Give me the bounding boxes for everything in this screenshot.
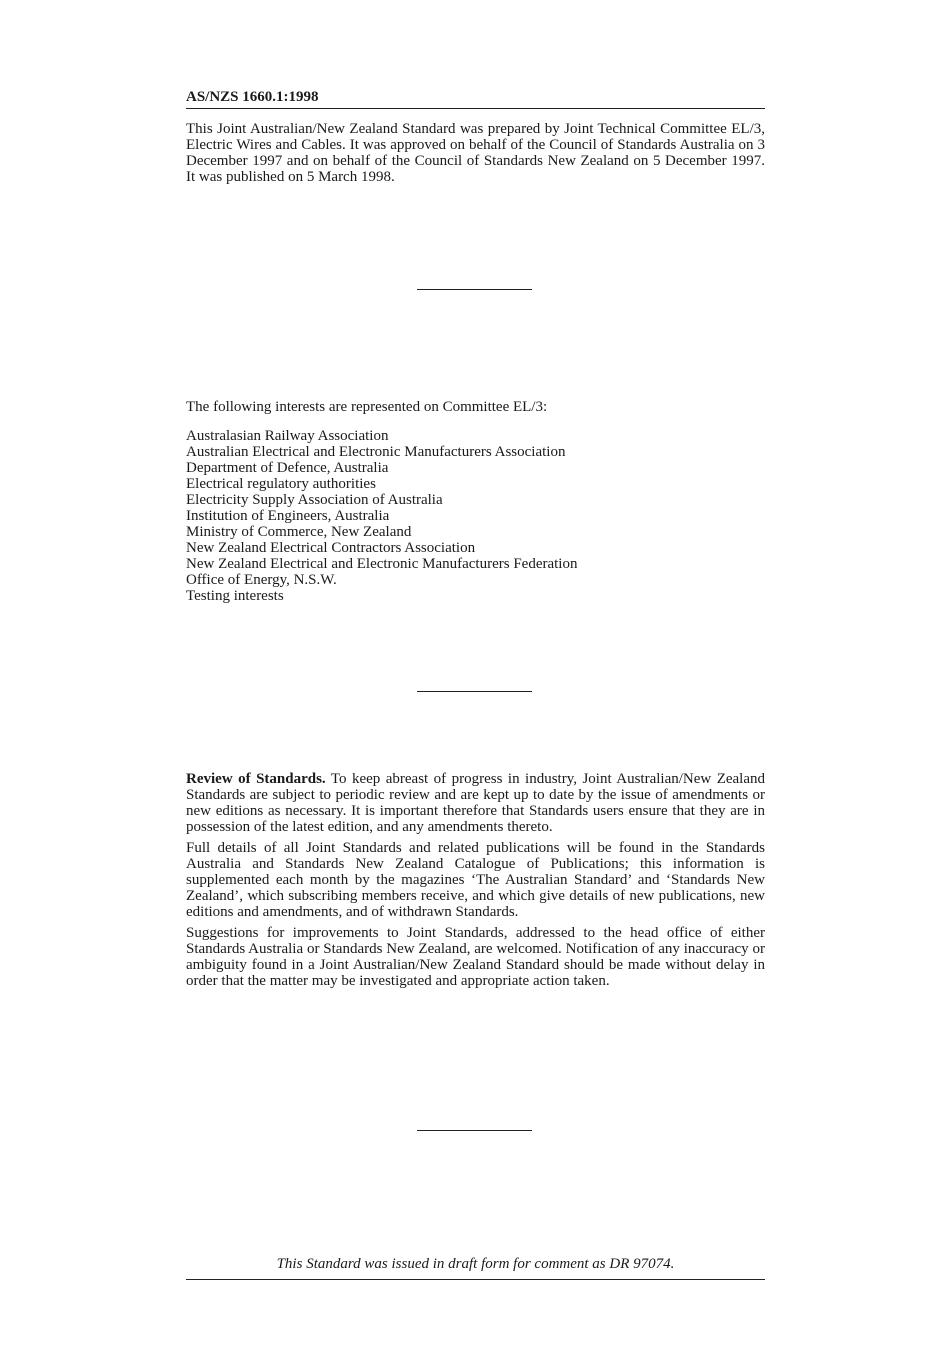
list-item: Ministry of Commerce, New Zealand: [186, 524, 412, 540]
section-divider: [417, 1130, 532, 1131]
list-item: New Zealand Electrical Contractors Association: [186, 540, 476, 556]
list-item: Department of Defence, Australia: [186, 460, 389, 476]
list-item: Australian Electrical and Electronic Manufacturers Association: [186, 444, 566, 460]
interests-lead: The following interests are represented on Committee EL/3:: [186, 399, 548, 415]
review-section: [186, 771, 765, 994]
list-item: New Zealand Electrical and Electronic Manufacturers Federation: [186, 556, 578, 572]
draft-footer-note: This Standard was issued in draft form for comment as DR 97074.: [186, 1256, 765, 1280]
intro-paragraph: This Joint Australian/New Zealand Standard was prepared by Joint Technical Committee EL/3, Electric Wires and Cables. It was approved on behalf of the Council of Standards Australia on 3 December 1997 and on behalf of the Council of Standards New Zealand on 5 December 1997. It was published on 5 March 1998.: [186, 121, 765, 185]
list-item: Testing interests: [186, 588, 284, 604]
review-paragraph-3: Suggestions for improvements to Joint Standards, addressed to the head office of either Standards Australia or Standards New Zealand, are welcomed. Notification of any inaccuracy or ambiguity found in a Joint Australian/New Zealand Standard should be made without delay in order that the matter may be investigated and appropriate action taken.: [186, 925, 765, 989]
section-divider: [417, 289, 532, 290]
list-item: Australasian Railway Association: [186, 428, 389, 444]
list-item: Institution of Engineers, Australia: [186, 508, 390, 524]
review-paragraph-2: Full details of all Joint Standards and related publications will be found in the Standards Australia and Standards New Zealand Catalogue of Publications; this information is supplemented each month by the magazines ‘The Australian Standard’ and ‘Standards New Zealand’, which subscribing members receive, and which give details of new publications, new editions and amendments, and of withdrawn Standards.: [186, 840, 765, 920]
list-item: Electrical regulatory authorities: [186, 476, 376, 492]
review-heading: Review of Standards.: [186, 771, 326, 787]
list-item: Electricity Supply Association of Australia: [186, 492, 443, 508]
review-paragraph-1: [186, 771, 765, 835]
interests-list: [186, 428, 577, 604]
review-text-1: To keep abreast of progress in industry, Joint Australian/New Zealand Standards are subject to periodic review and are kept up to date by the issue of amendments or new editions as necessary. It is important therefore that Standards users ensure that they are in possession of the latest edition, and any amendments thereto.: [186, 771, 765, 835]
list-item: Office of Energy, N.S.W.: [186, 572, 337, 588]
section-divider: [417, 691, 532, 692]
document-header: AS/NZS 1660.1:1998: [186, 89, 765, 109]
